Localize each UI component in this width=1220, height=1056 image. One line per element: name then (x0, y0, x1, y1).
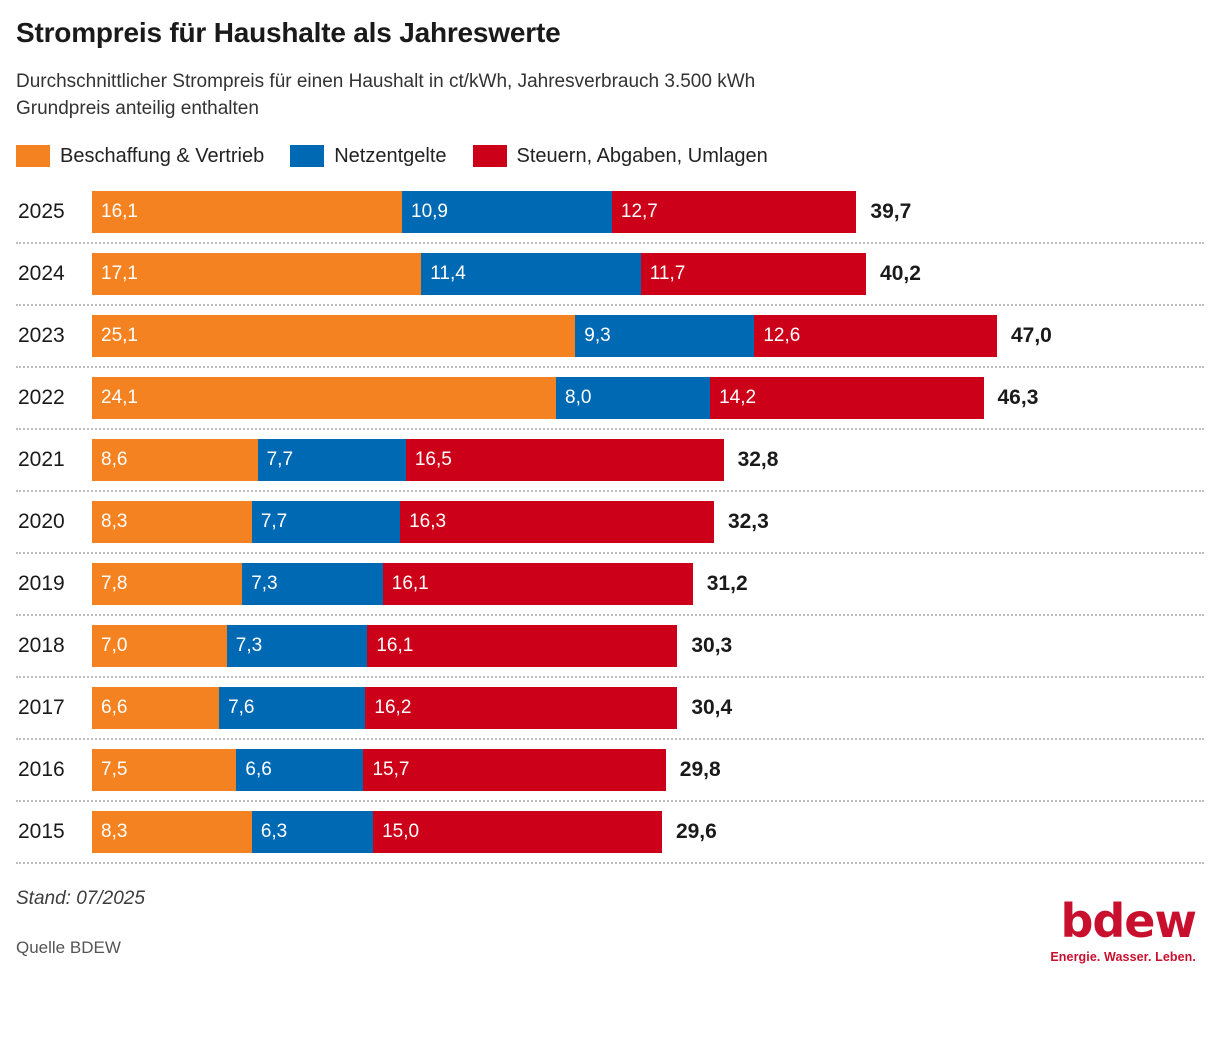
chart-row (16, 306, 1204, 368)
legend-swatch-icon (473, 145, 507, 167)
bar-segment: 12,7 (612, 191, 857, 233)
stacked-bar (92, 811, 1204, 853)
bar-segment: 11,4 (421, 253, 641, 295)
bar-segment: 16,1 (367, 625, 677, 667)
bar-segment: 24,1 (92, 377, 556, 419)
bar-segment: 8,3 (92, 811, 252, 853)
year-label: 2021 (18, 447, 65, 471)
bar-segment: 16,3 (400, 501, 714, 543)
bar-segment: 16,5 (406, 439, 724, 481)
status-date: Stand: 07/2025 (16, 887, 145, 909)
bdew-logo (1050, 893, 1196, 964)
bar-segment: 8,6 (92, 439, 258, 481)
year-label: 2023 (18, 323, 65, 347)
year-label: 2019 (18, 571, 65, 595)
stacked-bar (92, 501, 1204, 543)
bar-segment: 7,6 (219, 687, 365, 729)
legend-item (290, 145, 446, 168)
chart-row (16, 430, 1204, 492)
bar-segment: 10,9 (402, 191, 612, 233)
legend-label: Beschaffung & Vertrieb (60, 144, 265, 167)
legend-item (473, 145, 768, 168)
year-label: 2024 (18, 261, 65, 285)
chart-row (16, 740, 1204, 802)
bar-total-label: 30,3 (691, 633, 733, 657)
bar-segment: 16,1 (383, 563, 693, 605)
bar-total-label: 40,2 (880, 261, 921, 285)
logo-tagline: Energie. Wasser. Leben. (1050, 949, 1196, 964)
stacked-bar (92, 625, 1204, 667)
legend-label: Netzentgelte (334, 144, 447, 167)
source-note: Quelle BDEW (16, 937, 121, 957)
bar-segment: 7,3 (227, 625, 368, 667)
bar-segment: 7,3 (242, 563, 383, 605)
bar-segment: 11,7 (641, 253, 866, 295)
year-label: 2022 (18, 385, 65, 409)
bar-segment: 15,7 (363, 749, 665, 791)
logo-wordmark: bdew (1060, 893, 1196, 948)
bar-total-label: 29,8 (679, 757, 721, 781)
chart-row (16, 678, 1204, 740)
stacked-bar (92, 253, 1204, 295)
chart-row (16, 182, 1204, 244)
year-label: 2025 (18, 199, 65, 223)
bar-segment: 6,6 (236, 749, 363, 791)
bar-total-label: 47,0 (1010, 323, 1052, 347)
bar-segment: 16,1 (92, 191, 402, 233)
bar-segment: 7,0 (92, 625, 227, 667)
legend-swatch-icon (16, 145, 50, 167)
year-label: 2017 (18, 695, 65, 719)
bar-total-label: 31,2 (706, 571, 748, 595)
bar-segment: 6,3 (252, 811, 373, 853)
legend-label: Steuern, Abgaben, Umlagen (516, 144, 768, 167)
chart-row (16, 368, 1204, 430)
bar-total-label: 29,6 (675, 819, 717, 843)
bar-segment: 15,0 (373, 811, 662, 853)
stacked-bar-chart (16, 182, 1204, 864)
bar-segment: 16,2 (365, 687, 677, 729)
chart-footer (16, 887, 1204, 964)
year-label: 2018 (18, 633, 65, 657)
chart-subtitle (16, 68, 1204, 123)
chart-page (0, 16, 1220, 1056)
bar-total-label: 30,4 (691, 695, 733, 719)
bar-total-label: 39,7 (870, 199, 912, 223)
chart-subtitle-line-2: Grundpreis anteilig enthalten (16, 98, 259, 120)
chart-row (16, 616, 1204, 678)
chart-row (16, 554, 1204, 616)
bar-total-label: 32,3 (727, 509, 769, 533)
bar-segment: 9,3 (575, 315, 754, 357)
chart-legend (16, 145, 1204, 168)
legend-item (16, 145, 264, 168)
chart-row (16, 802, 1204, 864)
year-label: 2015 (18, 819, 65, 843)
stacked-bar (92, 687, 1204, 729)
legend-swatch-icon (290, 145, 324, 167)
year-label: 2020 (18, 509, 65, 533)
bar-segment: 8,3 (92, 501, 252, 543)
chart-subtitle-line-1: Durchschnittlicher Strompreis für einen Haushalt in ct/kWh, Jahresverbrauch 3.500 kWh (16, 70, 756, 92)
stacked-bar (92, 563, 1204, 605)
bar-segment: 17,1 (92, 253, 421, 295)
chart-row (16, 244, 1204, 306)
chart-row (16, 492, 1204, 554)
bar-segment: 7,7 (252, 501, 400, 543)
bar-segment: 7,8 (92, 563, 242, 605)
bar-segment: 25,1 (92, 315, 575, 357)
bar-segment: 8,0 (556, 377, 710, 419)
bar-total-label: 46,3 (997, 385, 1039, 409)
page-title: Strompreis für Haushalte als Jahreswerte (16, 17, 561, 48)
year-label: 2016 (18, 757, 65, 781)
bar-segment: 6,6 (92, 687, 219, 729)
stacked-bar (92, 377, 1204, 419)
bar-total-label: 32,8 (737, 447, 779, 471)
bar-segment: 14,2 (710, 377, 983, 419)
stacked-bar (92, 749, 1204, 791)
stacked-bar (92, 439, 1204, 481)
bar-segment: 12,6 (754, 315, 997, 357)
stacked-bar (92, 191, 1204, 233)
stacked-bar (92, 315, 1204, 357)
bar-segment: 7,5 (92, 749, 236, 791)
bar-segment: 7,7 (258, 439, 406, 481)
